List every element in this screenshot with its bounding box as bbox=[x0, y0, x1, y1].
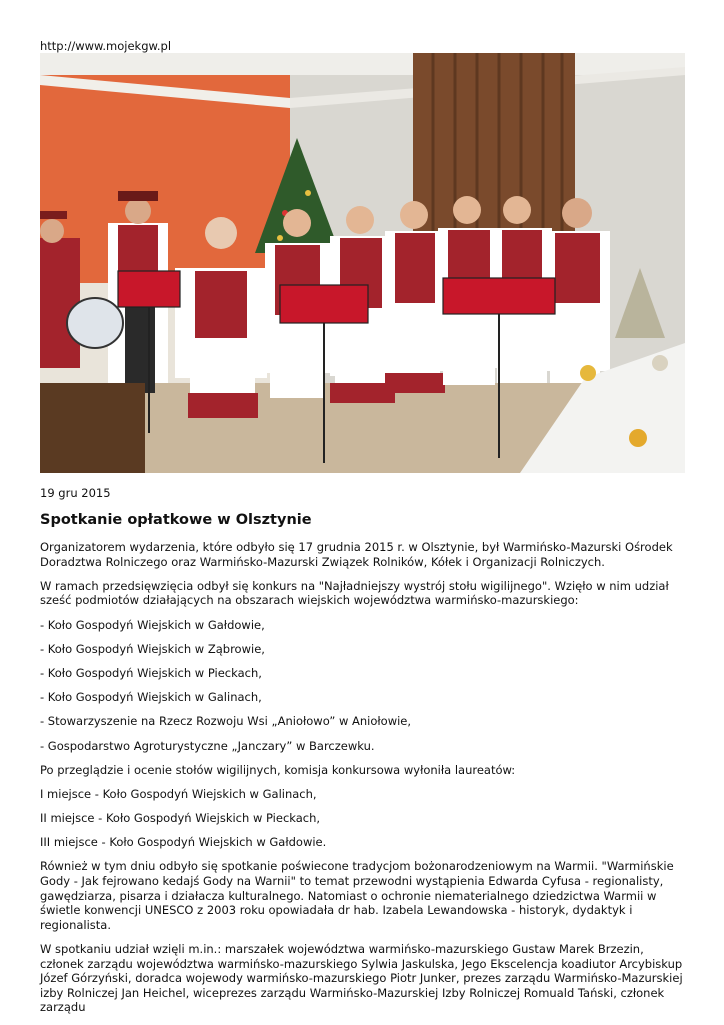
paragraph: W spotkaniu udział wzięli m.in.: marszałek województwa warmińsko-mazurskiego Gustaw Marek Brzezin, członek zarządu województwa warmińsko-mazurskiego Sylwia Jaskulska, Jego Ekscelencja koadiutor Arcybiskup Józef Górzyński, doradca wojewody warmińsko-mazurskiego Piotr Junker, prezes zarządu Warmińsko-Mazurskiej izby Rolniczej Jan Heichel, wiceprezes zarządu Warmińsko-Mazurskiej Izby Rolniczej Romuald Tański, członek zarządu bbox=[40, 942, 683, 1015]
winner-item: III miejsce - Koło Gospodyń Wiejskich w Gałdowie. bbox=[40, 835, 327, 850]
list-item: - Koło Gospodyń Wiejskich w Pieckach, bbox=[40, 665, 262, 680]
article-date: 19 gru 2015 bbox=[40, 486, 111, 500]
winner-item: I miejsce - Koło Gospodyń Wiejskich w Galinach, bbox=[40, 786, 317, 801]
paragraph: Również w tym dniu odbyło się spotkanie poświecone tradycjom bożonarodzeniowym na Warmii. "Warmińskie Gody - Jak fejrowano kedajś Gody na Warnii" to temat przewodni wystąpienia Edwarda Cyfusa - regionalisty, gawędziarza, pisarza i działacza kulturalnego. Natomiast o ochronie niematerialnego dziedzictwa Warmii w świetle konwencji UNESCO z 2003 roku opowiadała dr hab. Izabela Lewandowska - historyk, dydaktyk i regionalista. bbox=[40, 859, 674, 932]
photo-illustration bbox=[40, 53, 685, 473]
page-url: http://www.mojekgw.pl bbox=[40, 39, 172, 53]
paragraph: Po przeglądzie i ocenie stołów wigilijnych, komisja konkursowa wyłoniła laureatów: bbox=[40, 762, 516, 777]
winner-item: II miejsce - Koło Gospodyń Wiejskich w Pieckach, bbox=[40, 811, 321, 826]
article-photo bbox=[40, 53, 685, 473]
paragraph: W ramach przedsięwzięcia odbył się konkurs na "Najładniejszy wystrój stołu wigilijnego". Wzięło w nim udział sześć podmiotów działających na obszarach wiejskich województwa warmińsko-mazurskiego: bbox=[40, 578, 669, 608]
list-item: - Gospodarstwo Agroturystyczne „Janczary” w Barczewku. bbox=[40, 738, 375, 753]
article-body bbox=[40, 540, 690, 1025]
article-title: Spotkanie opłatkowe w Olsztynie bbox=[40, 512, 312, 528]
list-item: - Koło Gospodyń Wiejskich w Galinach, bbox=[40, 690, 262, 705]
drum bbox=[67, 298, 123, 348]
ceiling bbox=[40, 53, 685, 75]
list-item: - Stowarzyszenie na Rzecz Rozwoju Wsi „Aniołowo” w Aniołowie, bbox=[40, 714, 412, 729]
cabinet bbox=[40, 383, 145, 473]
paragraph: Organizatorem wydarzenia, które odbyło się 17 grudnia 2015 r. w Olsztynie, był Warmińsko-Mazurski Ośrodek Doradztwa Rolniczego oraz Warmińsko-Mazurski Związek Rolników, Kółek i Organizacji Rolniczych. bbox=[40, 540, 673, 569]
list-item: - Koło Gospodyń Wiejskich w Gałdowie, bbox=[40, 617, 265, 632]
list-item: - Koło Gospodyń Wiejskich w Ząbrowie, bbox=[40, 641, 265, 656]
